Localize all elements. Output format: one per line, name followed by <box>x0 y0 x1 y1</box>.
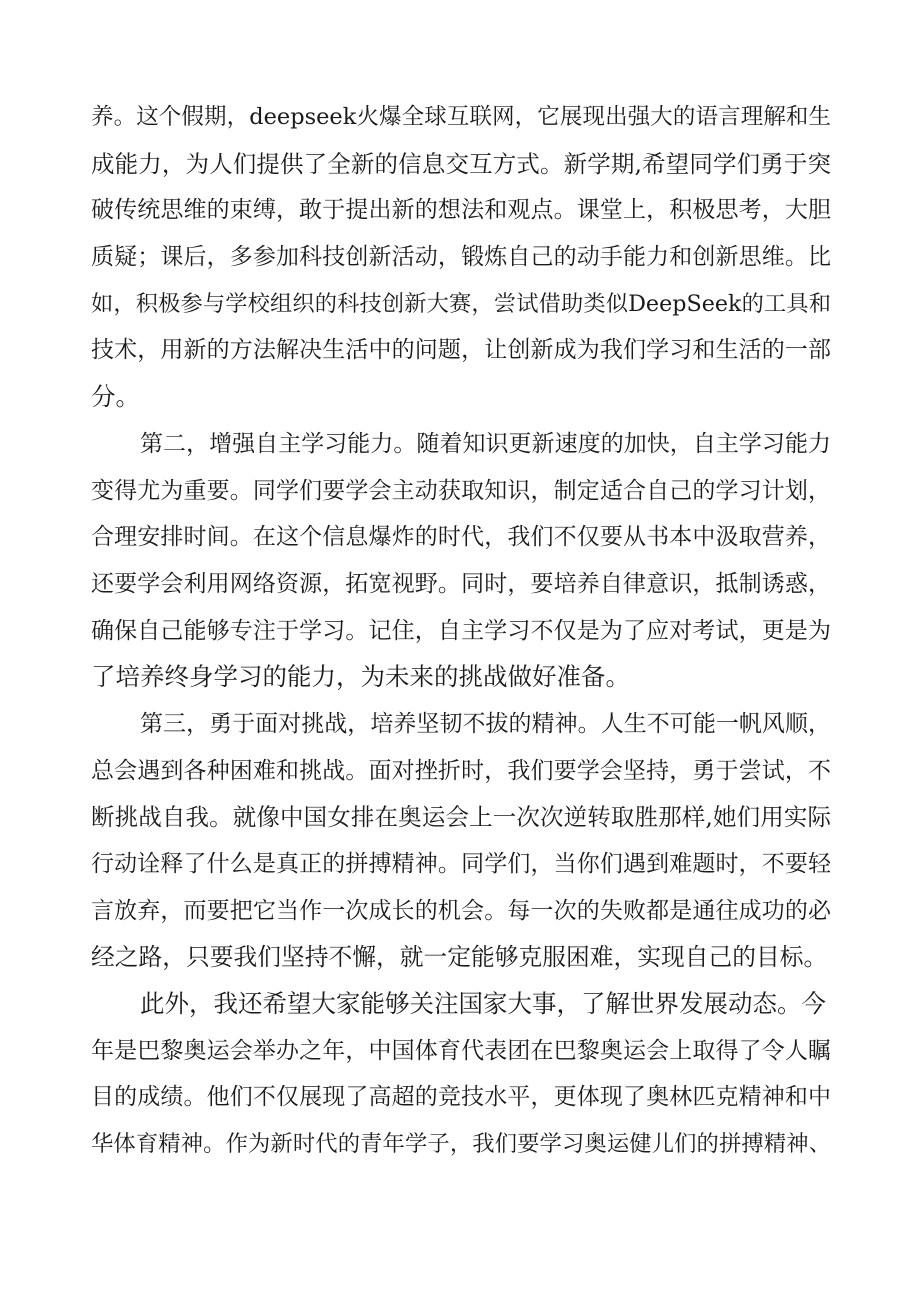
text-line: 年是巴黎奥运会举办之年，中国体育代表团在巴黎奥运会上取得了令人瞩 <box>91 1037 831 1064</box>
text-line: 总会遇到各种困难和挑战。面对挫折时，我们要学会坚持，勇于尝试，不 <box>91 757 831 784</box>
text-line: 质疑；课后，多参加科技创新活动，锻炼自己的动手能力和创新思维。比 <box>91 244 831 271</box>
text-line: 合理安排时间。在这个信息爆炸的时代，我们不仅要从书本中汲取营养， <box>91 524 831 551</box>
document-body <box>91 94 831 1168</box>
text-line: 断挑战自我。就像中国女排在奥运会上一次次逆转取胜那样,她们用实际 <box>91 803 831 832</box>
text-line: 行动诠释了什么是真正的拼搏精神。同学们，当你们遇到难题时，不要轻 <box>91 851 831 877</box>
text-line: 了培养终身学习的能力，为未来的挑战做好准备。 <box>91 662 630 692</box>
text-line: 养。这个假期，deepseek火爆全球互联网，它展现出强大的语言理解和生 <box>91 104 831 130</box>
paragraph-4 <box>91 981 831 1168</box>
text-line: 破传统思维的束缚，敢于提出新的想法和观点。课堂上，积极思考，大胆 <box>91 197 831 224</box>
paragraph-3 <box>91 701 831 981</box>
paragraph-2 <box>91 421 831 701</box>
text-line: 此外，我还希望大家能够关注国家大事，了解世界发展动态。今 <box>140 989 826 1019</box>
text-line: 言放弃，而要把它当作一次成长的机会。每一次的失败都是通往成功的必 <box>91 897 831 924</box>
text-line: 华体育精神。作为新时代的青年学子，我们要学习奥运健儿们的拼搏精神、 <box>91 1131 831 1158</box>
text-line: 第三，勇于面对挑战，培养坚韧不拔的精神。人生不可能一帆风顺， <box>140 710 831 737</box>
text-line: 技术，用新的方法解决生活中的问题，让创新成为我们学习和生活的一部 <box>91 337 831 364</box>
text-line: 分。 <box>91 382 140 412</box>
text-line: 第二，增强自主学习能力。随着知识更新速度的加快，自主学习能力 <box>140 430 831 457</box>
text-line: 成能力，为人们提供了全新的信息交互方式。新学期,希望同学们勇于突 <box>91 149 831 178</box>
text-line: 确保自己能够专注于学习。记住，自主学习不仅是为了应对考试，更是为 <box>91 617 831 644</box>
text-line: 经之路，只要我们坚持不懈，就一定能够克服困难，实现自己的目标。 <box>91 943 828 972</box>
text-line: 变得尤为重要。同学们要学会主动获取知识，制定适合自己的学习计划， <box>91 477 831 504</box>
paragraph-1 <box>91 94 831 421</box>
text-line: 如，积极参与学校组织的科技创新大赛，尝试借助类似DeepSeek的工具和 <box>91 290 831 317</box>
text-line: 目的成绩。他们不仅展现了高超的竞技水平，更体现了奥林匹克精神和中 <box>91 1084 831 1111</box>
text-line: 还要学会利用网络资源，拓宽视野。同时，要培养自律意识，抵制诱惑， <box>91 570 831 597</box>
